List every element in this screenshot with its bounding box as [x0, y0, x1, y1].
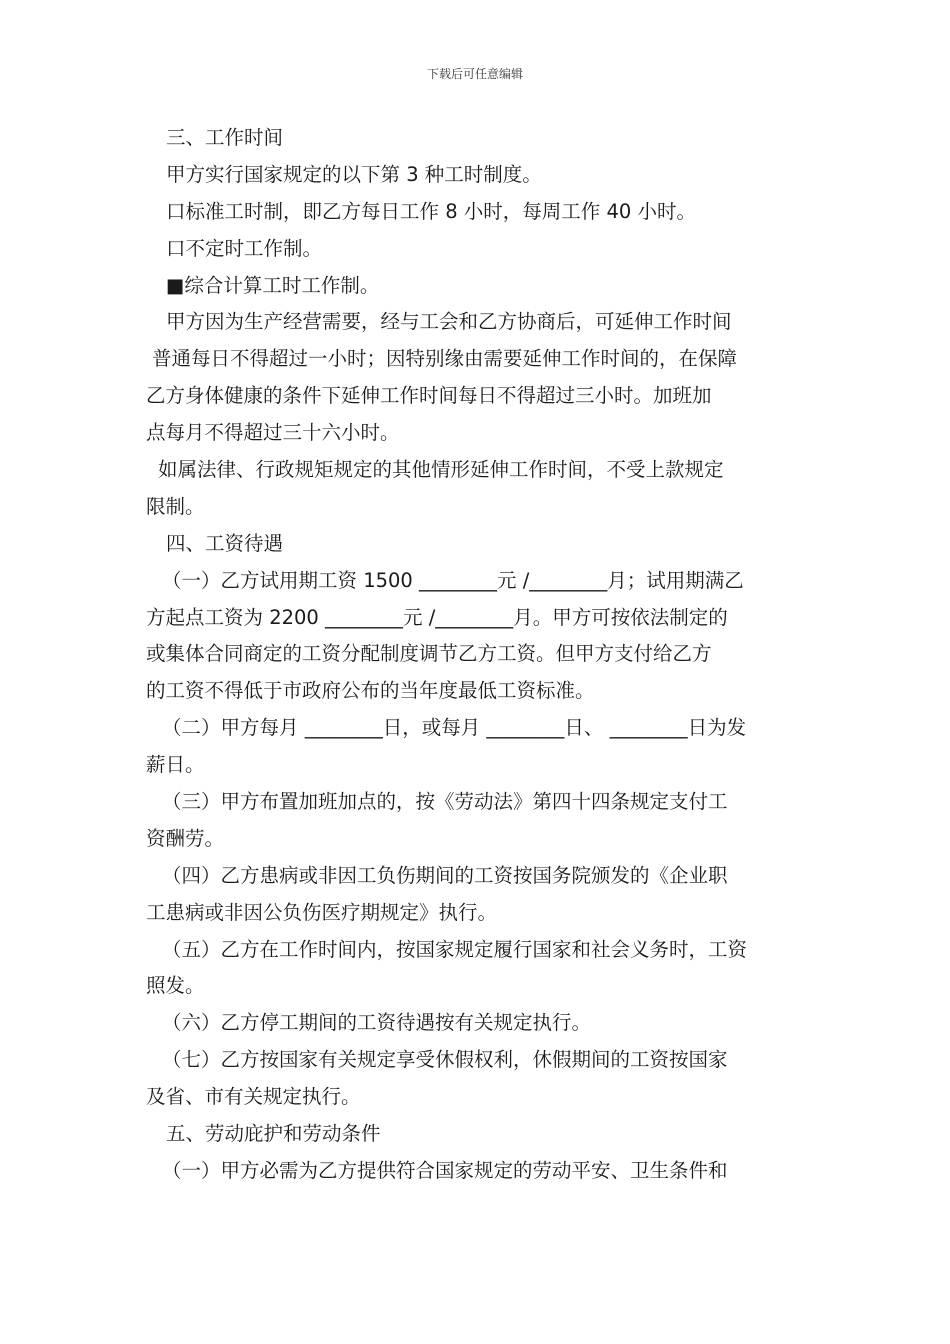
- document-line: （七）乙方按国家有关规定享受休假权利，休假期间的工资按国家: [162, 1048, 728, 1072]
- document-line: （二）甲方每月 ________日，或每月 ________日、 ________日为发: [162, 716, 747, 740]
- document-line: 限制。: [146, 494, 205, 518]
- document-line: （一）甲方必需为乙方提供符合国家规定的劳动平安、卫生条件和: [162, 1158, 728, 1182]
- document-line: （一）乙方试用期工资 1500 ________元 /________月；试用期满乙: [162, 568, 744, 592]
- document-line: （六）乙方停工期间的工资待遇按有关规定执行。: [162, 1011, 592, 1035]
- document-line: 方起点工资为 2200 ________元 /________月。甲方可按依法制定的: [146, 605, 728, 629]
- document-line: 乙方身体健康的条件下延伸工作时间每日不得超过三小时。加班加: [146, 384, 712, 408]
- document-line: 甲方因为生产经营需要，经与工会和乙方协商后，可延伸工作时间: [166, 310, 732, 334]
- document-line: （五）乙方在工作时间内，按国家规定履行国家和社会义务时，工资: [162, 937, 748, 961]
- document-line: ■综合计算工时工作制。: [166, 273, 380, 297]
- document-line: 甲方实行国家规定的以下第 3 种工时制度。: [166, 162, 542, 186]
- document-body: [146, 120, 810, 1190]
- document-line: 普通每日不得超过一小时；因特别缘由需要延伸工作时间的，在保障: [152, 347, 738, 371]
- document-line: 工患病或非因公负伤医疗期规定》执行。: [146, 900, 498, 924]
- document-line: 及省、市有关规定执行。: [146, 1085, 361, 1109]
- document-line: 口不定时工作制。: [166, 236, 323, 260]
- document-line: 口标准工时制，即乙方每日工作 8 小时，每周工作 40 小时。: [166, 199, 697, 223]
- document-line: 或集体合同商定的工资分配制度调节乙方工资。但甲方支付给乙方: [146, 642, 712, 666]
- document-line: 照发。: [146, 974, 205, 998]
- document-line: （三）甲方布置加班加点的，按《劳动法》第四十四条规定支付工: [162, 790, 728, 814]
- document-line: 四、工资待遇: [166, 531, 284, 555]
- document-line: 的工资不得低于市政府公布的当年度最低工资标准。: [146, 679, 595, 703]
- document-line: 三、工作时间: [166, 126, 284, 149]
- document-line: 如属法律、行政规矩规定的其他情形延伸工作时间，不受上款规定: [158, 458, 724, 482]
- document-line: （四）乙方患病或非因工负伤期间的工资按国务院颁发的《企业职: [162, 863, 728, 887]
- document-line: 点每月不得超过三十六小时。: [146, 421, 400, 445]
- page-header-note: 下载后可任意编辑: [426, 67, 523, 81]
- document-line: 薪日。: [146, 753, 205, 777]
- document-line: 资酬劳。: [146, 826, 225, 850]
- document-line: 五、劳动庇护和劳动条件: [166, 1122, 381, 1146]
